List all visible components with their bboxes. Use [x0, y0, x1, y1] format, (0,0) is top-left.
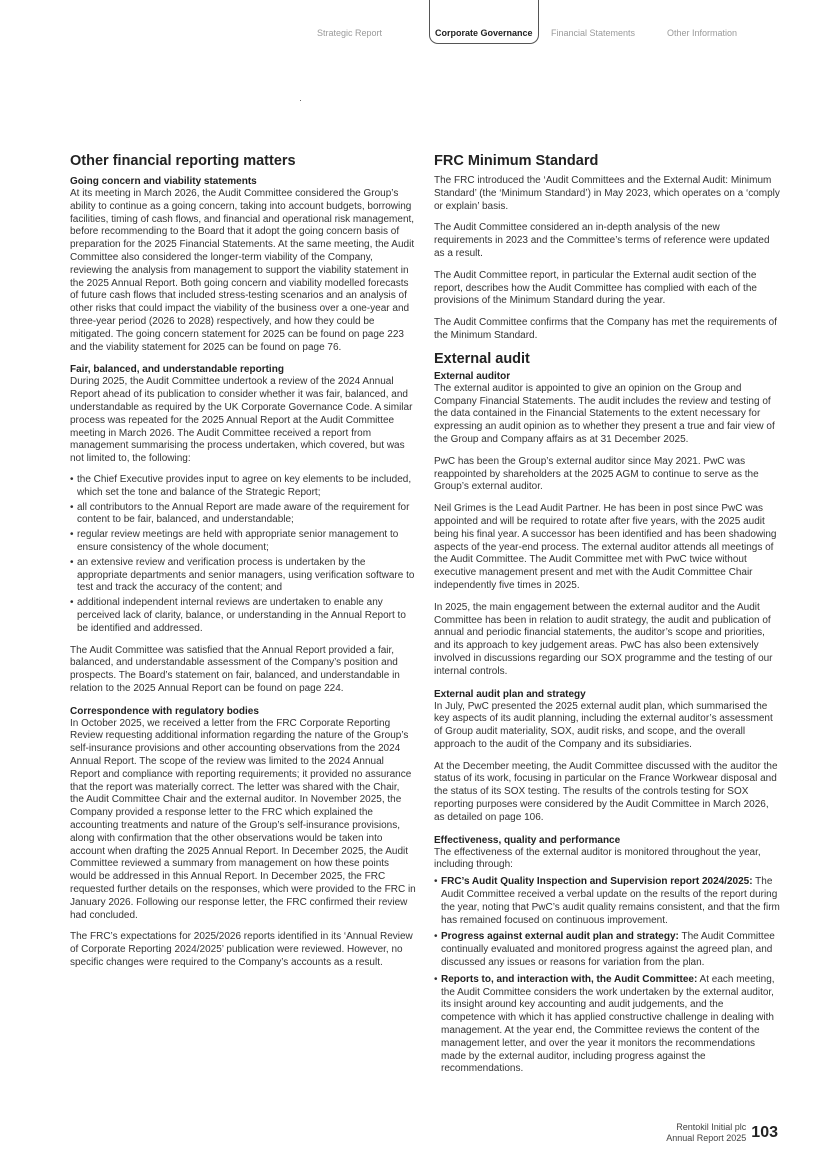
paragraph-audit-plan-1: In July, PwC presented the 2025 external audit plan, which summarised the key aspects of its audit planning, including the external auditor’s assessment of Group audit materiality, SOX, audit risks, and scope, and the overall approach to the audit of the Company and its subsidiaries. — [434, 700, 773, 750]
paragraph-frc-1: The FRC introduced the ‘Audit Committees and the External Audit: Minimum Standard’ (the ‘Minimum Standard’) in May 2023, which operates on a ‘comply or explain’ basis. — [434, 175, 780, 212]
paragraph-frc-4: The Audit Committee confirms that the Company has met the requirements of the Minimum Standard. — [434, 317, 777, 341]
right-column — [434, 153, 780, 1085]
page-number: 103 — [751, 1124, 778, 1141]
paragraph-going-concern: At its meeting in March 2026, the Audit Committee considered the Group’s ability to continue as a going concern, taking into account budgets, borrowing facilities, timing of cash flows, and financial and operational risk management, before recommending to the Board that it adopt the going concern basis of preparation for the 2025 Financial Statements. At the same meeting, the Audit Committee also considered the longer-term viability of the Company, reviewing the analysis from management to support the viability statement in the 2025 Annual Report. Both going concern and viability modelled forecasts of future cash flows that included stress-testing scenarios and an analysis of other risks that could impact the viability of the business over a one-year and three-year period (2026 to 2028) respectively, and how they could be mitigated. The going concern statement for 2025 can be found on page 223 and the viability statement for 2025 can be found on page 76. — [70, 188, 415, 353]
list-item: • all contributors to the Annual Report are made aware of the requirement for content to be fair, balanced, and understandable; — [70, 502, 416, 528]
list-item — [434, 931, 780, 969]
list-item: • an extensive review and verification process is undertaken by the appropriate departments and senior managers, using verification software to test and track the accuracy of the content; and — [70, 557, 416, 595]
list-item: • the Chief Executive provides input to agree on key elements to be included, which set the tone and balance of the Strategic Report; — [70, 474, 416, 500]
heading-frc-minimum-standard: FRC Minimum Standard — [434, 153, 599, 169]
list-item — [434, 876, 780, 927]
tab-strategic-report[interactable]: Strategic Report — [317, 28, 383, 38]
subheading-regulatory-correspondence: Correspondence with regulatory bodies — [70, 705, 259, 717]
tab-financial-statements[interactable]: Financial Statements — [551, 28, 636, 38]
subheading-fair-balanced: Fair, balanced, and understandable reporting — [70, 364, 284, 376]
subheading-external-auditor: External auditor — [434, 370, 511, 382]
paragraph-audit-plan-2: At the December meeting, the Audit Committee discussed with the auditor the status of its work, focusing in particular on the France Workwear disposal and the status of its SOX testing. The results of the controls testing for SOX reporting purposes were considered by the Audit Committee in March 2026, as detailed on page 106. — [434, 760, 778, 823]
left-column — [70, 153, 416, 979]
paragraph-regulatory-2: The FRC’s expectations for 2025/2026 reports identified in its ‘Annual Review of Corporate Reporting 2024/2025’ publication were reviewed. However, no specific changes were required to the Company’s accounts as a result. — [70, 931, 413, 969]
page-footer — [666, 1122, 778, 1144]
list-item: • additional independent internal reviews are undertaken to enable any perceived lack of clarity, balance, or understanding in the Annual Report to be identified and addressed. — [70, 597, 416, 635]
section-navigation — [0, 0, 825, 46]
list-item-lead: FRC’s Audit Quality Inspection and Supervision report 2024/2025: — [441, 876, 753, 888]
paragraph-fair-balanced-intro: During 2025, the Audit Committee undertook a review of the 2024 Annual Report ahead of its publication to consider whether it was fair, balanced, and understandable as required by the UK Corporate Governance Code. A similar process was repeated for the 2025 Annual Report at the Audit Committee meeting in March 2026. The Audit Committee received a report from management summarising the process undertaken, which covered, but was not limited to, the following: — [70, 376, 413, 465]
footer-company: Rentokil Initial plc — [676, 1122, 747, 1132]
paragraph-external-auditor-4: In 2025, the main engagement between the external auditor and the Audit Committee has been in relation to audit strategy, the audit and publication of annual and periodic financial statements, the auditor’s scope and priorities, and its approach to key judgement areas. PwC has also been extensively involved in discussions regarding our SOX programme and the testing of our internal controls. — [434, 601, 773, 677]
paragraph-fair-balanced-conclusion: The Audit Committee was satisfied that the Annual Report provided a fair, balanced, and understandable assessment of the Company’s position and prospects. The Board’s statement on fair, balanced, and understandable in relation to the 2025 Annual Report can be found on page 224. — [70, 644, 400, 694]
list-item-text: The Audit Committee received a verbal update on the results of the report during the year, noting that PwC’s audit quality remains consistent, and that the firm has remained focused on continuous improvement. — [441, 876, 780, 926]
paragraph-effectiveness: The effectiveness of the external auditor is monitored throughout the year, including through: — [434, 846, 761, 871]
footer-report-title: Annual Report 2025 — [666, 1133, 747, 1143]
subheading-audit-plan: External audit plan and strategy — [434, 688, 586, 700]
heading-other-financial-reporting: Other financial reporting matters — [70, 153, 296, 169]
list-item-text: At each meeting, the Audit Committee considers the work undertaken by the external auditor, its insight around key accounting and audit judgements, and the competence with which it has applied constructive challenge in dealing with management. At the year end, the Committee reviews the content of the management letter, and over the year it monitors the recommendations made by the external auditor, including progress against the recommendations. — [441, 973, 775, 1075]
paragraph-external-auditor-1: The external auditor is appointed to give an opinion on the Group and Company Financial Statements. The audit includes the review and testing of the data contained in the Financial Statements to the extent necessary for expressing an audit opinion as to whether they present a true and fair view of the Group and Company affairs as at 31 December 2025. — [434, 382, 775, 445]
list-item-lead: Progress against external audit plan and strategy: — [441, 931, 679, 943]
tab-other-information[interactable]: Other Information — [667, 28, 738, 38]
tab-corporate-governance[interactable]: Corporate Governance — [429, 0, 539, 44]
subheading-effectiveness: Effectiveness, quality and performance — [434, 834, 621, 846]
stray-dot — [300, 100, 301, 101]
list-item: • regular review meetings are held with appropriate senior management to ensure consistency of the whole document; — [70, 529, 416, 555]
fair-balanced-list — [70, 474, 416, 636]
list-item — [434, 974, 780, 1076]
list-item-lead: Reports to, and interaction with, the Audit Committee: — [441, 973, 698, 985]
paragraph-external-auditor-2: PwC has been the Group’s external auditor since May 2021. PwC was reappointed by shareholders at the 2025 AGM to continue to serve as the Group’s external auditor. — [434, 455, 759, 493]
footer-report-info — [666, 1122, 746, 1144]
paragraph-external-auditor-3: Neil Grimes is the Lead Audit Partner. He has been in post since PwC was appointed and will be required to rotate after five years, with the 2025 audit being his final year. A successor has been identified and has been shadowing aspects of the year-end process. The external auditor attends all meetings of the Audit Committee. The Audit Committee met with PwC twice without executive management present and met with the Audit Committee Chair independently five times in 2025. — [434, 503, 777, 591]
subheading-going-concern: Going concern and viability statements — [70, 176, 257, 187]
list-item-text: The Audit Committee continually evaluated and monitored progress against the agreed plan, and discussed any issues or reasons for variation from the plan. — [441, 931, 775, 969]
paragraph-frc-3: The Audit Committee report, in particular the External audit section of the report, describes how the Audit Committee has complied with each of the provisions of the Minimum Standard during the year. — [434, 269, 757, 307]
paragraph-regulatory-1: In October 2025, we received a letter from the FRC Corporate Reporting Review requesting additional information regarding the nature of the Group’s self-insurance provisions and other accounting observations from the 2024 Annual Report. The scope of the review was limited to the 2024 Annual Report and compliance with reporting requirements; it provided no assurance that the report was materially correct. The letter was shared with the Chair, the Audit Committee Chair and the external auditor. In November 2025, the Company provided a response letter to the FRC which explained the accounting treatments and nature of the Group’s self-insurance provisions, along with confirmation that the other observations would be taken into account when drafting the 2025 Annual Report. In December 2025, the Audit Committee reviewed a summary from management on how these points would be addressed in this Annual Report. In December 2025, the FRC requested further details on the responses, which were provided to the FRC in January 2026. Following our response letter, the FRC confirmed their review had concluded. — [70, 717, 416, 921]
heading-external-audit: External audit — [434, 350, 530, 367]
effectiveness-list — [434, 876, 780, 1076]
paragraph-frc-2: The Audit Committee considered an in-depth analysis of the new requirements in 2023 and the Committee’s terms of reference were updated as a result. — [434, 222, 770, 259]
